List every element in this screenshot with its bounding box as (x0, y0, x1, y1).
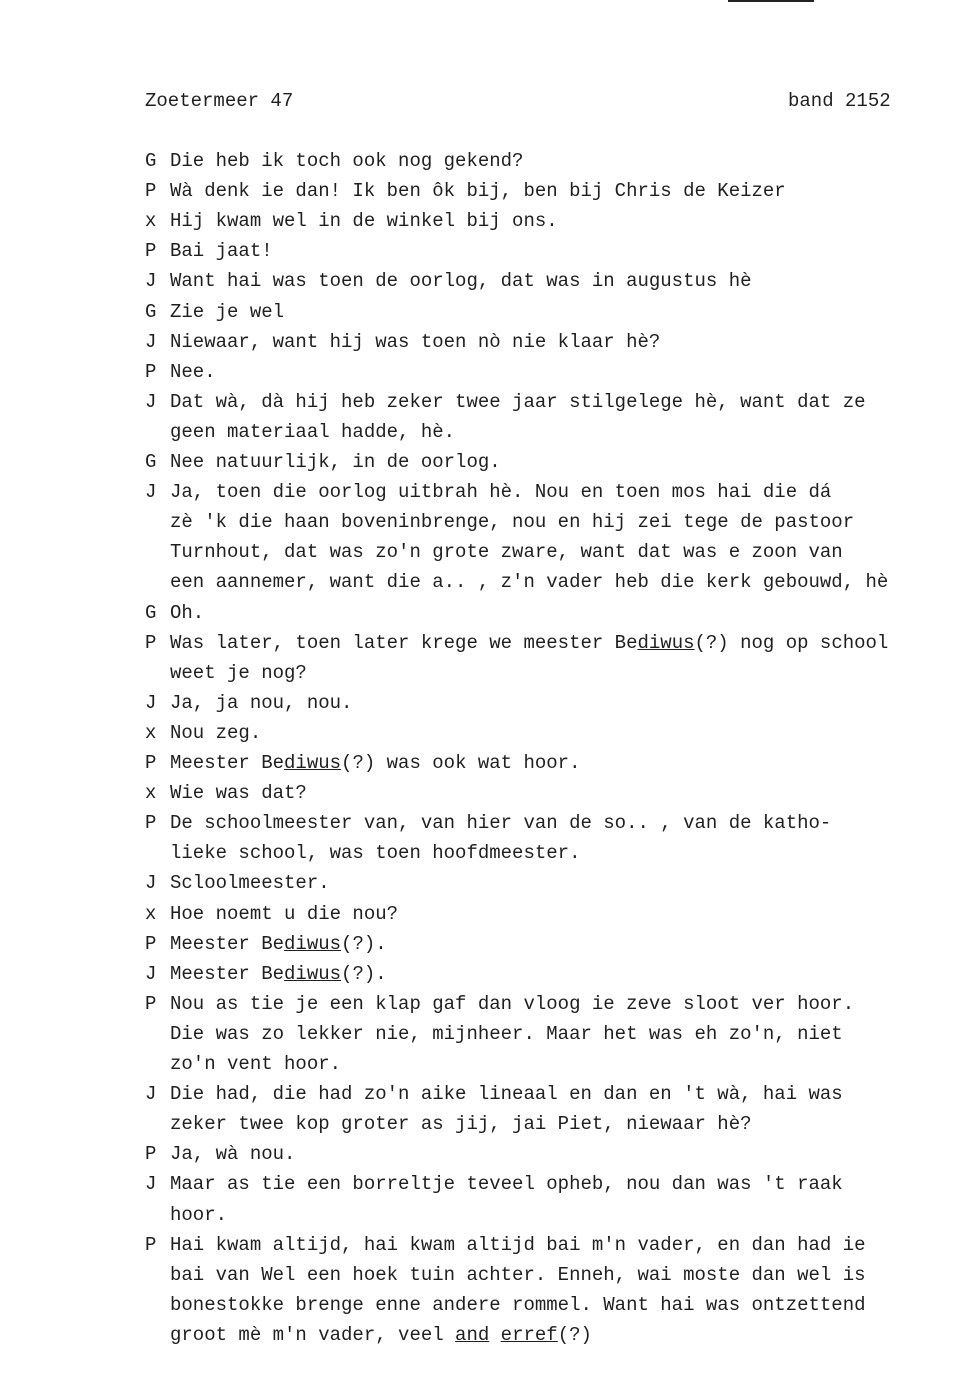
speaker-code: P (145, 993, 157, 1015)
transcript-line (0, 1264, 973, 1288)
speaker-code: P (145, 632, 157, 654)
transcript-line (0, 240, 973, 264)
transcript-line (0, 782, 973, 806)
speaker-code: P (145, 180, 157, 202)
speaker-code: P (145, 812, 157, 834)
utterance-text: De schoolmeester van, van hier van de so.. , van de katho- (170, 812, 832, 834)
utterance-text: bonestokke brenge enne andere rommel. Want hai was ontzettend (170, 1294, 866, 1316)
utterance-text: zeker twee kop groter as jij, jai Piet, niewaar hè? (170, 1113, 752, 1135)
speaker-code: P (145, 240, 157, 262)
transcript-line (0, 451, 973, 475)
speaker-code: P (145, 752, 157, 774)
transcript-line (0, 1204, 973, 1228)
transcript-line (0, 481, 973, 505)
transcript-line (0, 270, 973, 294)
transcript-line (0, 421, 973, 445)
utterance-text: Nee natuurlijk, in de oorlog. (170, 451, 501, 473)
utterance-text: Die was zo lekker nie, mijnheer. Maar het was eh zo'n, niet (170, 1023, 843, 1045)
utterance-text: Oh. (170, 602, 205, 624)
transcript-line (0, 903, 973, 927)
header-tape-number: band 2152 (788, 90, 891, 112)
speaker-code: P (145, 361, 157, 383)
header-location: Zoetermeer 47 (145, 90, 294, 112)
transcript-line (0, 692, 973, 716)
utterance-text: Zie je wel (170, 301, 285, 323)
utterance-text: Bai jaat! (170, 240, 273, 262)
utterance-text: Ja, toen die oorlog uitbrah hè. Nou en toen mos hai die dá (170, 481, 832, 503)
utterance-text: Meester Bediwus(?). (170, 963, 387, 985)
transcript-line (0, 1173, 973, 1197)
transcript-line (0, 1143, 973, 1167)
transcript-line (0, 150, 973, 174)
utterance-text: groot mè m'n vader, veel and erref(?) (170, 1324, 592, 1346)
speaker-code: J (145, 692, 157, 714)
transcript-line (0, 1023, 973, 1047)
utterance-text: Die heb ik toch ook nog gekend? (170, 150, 524, 172)
utterance-text: zo'n vent hoor. (170, 1053, 342, 1075)
utterance-text: een aannemer, want die a.. , z'n vader heb die kerk gebouwd, hè (170, 571, 889, 593)
utterance-text: Nee. (170, 361, 216, 383)
utterance-text: Nou as tie je een klap gaf dan vloog ie zeve sloot ver hoor. (170, 993, 855, 1015)
utterance-text: Maar as tie een borreltje teveel opheb, nou dan was 't raak (170, 1173, 843, 1195)
utterance-text: Want hai was toen de oorlog, dat was in augustus hè (170, 270, 752, 292)
utterance-text: geen materiaal hadde, hè. (170, 421, 456, 443)
transcript-line (0, 1324, 973, 1348)
transcript-line (0, 571, 973, 595)
transcript-line (0, 842, 973, 866)
speaker-code: J (145, 331, 157, 353)
speaker-code: x (145, 903, 157, 925)
transcript-line (0, 602, 973, 626)
transcript-line (0, 722, 973, 746)
speaker-code: P (145, 1143, 157, 1165)
transcript-line (0, 933, 973, 957)
speaker-code: G (145, 602, 157, 624)
transcript-line (0, 662, 973, 686)
speaker-code: P (145, 933, 157, 955)
utterance-text: Hai kwam altijd, hai kwam altijd bai m'n vader, en dan had ie (170, 1234, 866, 1256)
transcript-line (0, 361, 973, 385)
transcript-line (0, 391, 973, 415)
transcript-line (0, 180, 973, 204)
speaker-code: J (145, 963, 157, 985)
utterance-text: Scloolmeester. (170, 872, 330, 894)
page-top-mark (728, 0, 814, 2)
transcript-line (0, 1294, 973, 1318)
speaker-code: G (145, 301, 157, 323)
utterance-text: Ja, wà nou. (170, 1143, 296, 1165)
transcript-line (0, 1083, 973, 1107)
speaker-code: J (145, 481, 157, 503)
transcript-line (0, 301, 973, 325)
transcript-line (0, 752, 973, 776)
transcript-line (0, 1113, 973, 1137)
speaker-code: x (145, 722, 157, 744)
utterance-text: Turnhout, dat was zo'n grote zware, want dat was e zoon van (170, 541, 843, 563)
utterance-text: Die had, die had zo'n aike lineaal en dan en 't wà, hai was (170, 1083, 843, 1105)
transcript-line (0, 963, 973, 987)
utterance-text: hoor. (170, 1204, 228, 1226)
speaker-code: J (145, 872, 157, 894)
speaker-code: J (145, 1173, 157, 1195)
transcript-line (0, 993, 973, 1017)
speaker-code: x (145, 782, 157, 804)
transcript-line (0, 331, 973, 355)
transcript-line (0, 541, 973, 565)
utterance-text: Wà denk ie dan! Ik ben ôk bij, ben bij Chris de Keizer (170, 180, 786, 202)
speaker-code: J (145, 270, 157, 292)
utterance-text: Ja, ja nou, nou. (170, 692, 353, 714)
transcript-line (0, 872, 973, 896)
transcript-line (0, 812, 973, 836)
utterance-text: Was later, toen later krege we meester Bediwus(?) nog op school (170, 632, 889, 654)
utterance-text: Meester Bediwus(?) was ook wat hoor. (170, 752, 581, 774)
speaker-code: J (145, 1083, 157, 1105)
utterance-text: Hoe noemt u die nou? (170, 903, 399, 925)
speaker-code: P (145, 1234, 157, 1256)
utterance-text: bai van Wel een hoek tuin achter. Enneh, wai moste dan wel is (170, 1264, 866, 1286)
utterance-text: Nou zeg. (170, 722, 262, 744)
utterance-text: Dat wà, dà hij heb zeker twee jaar stilgelege hè, want dat ze (170, 391, 866, 413)
speaker-code: x (145, 210, 157, 232)
utterance-text: Niewaar, want hij was toen nò nie klaar hè? (170, 331, 661, 353)
transcript-line (0, 511, 973, 535)
speaker-code: G (145, 451, 157, 473)
transcript-line (0, 1053, 973, 1077)
transcript-line (0, 632, 973, 656)
transcript-line (0, 1234, 973, 1258)
utterance-text: Wie was dat? (170, 782, 307, 804)
transcript-line (0, 210, 973, 234)
speaker-code: G (145, 150, 157, 172)
utterance-text: Hij kwam wel in de winkel bij ons. (170, 210, 558, 232)
speaker-code: J (145, 391, 157, 413)
utterance-text: weet je nog? (170, 662, 307, 684)
utterance-text: zè 'k die haan boveninbrenge, nou en hij zei tege de pastoor (170, 511, 855, 533)
utterance-text: Meester Bediwus(?). (170, 933, 387, 955)
utterance-text: lieke school, was toen hoofdmeester. (170, 842, 581, 864)
